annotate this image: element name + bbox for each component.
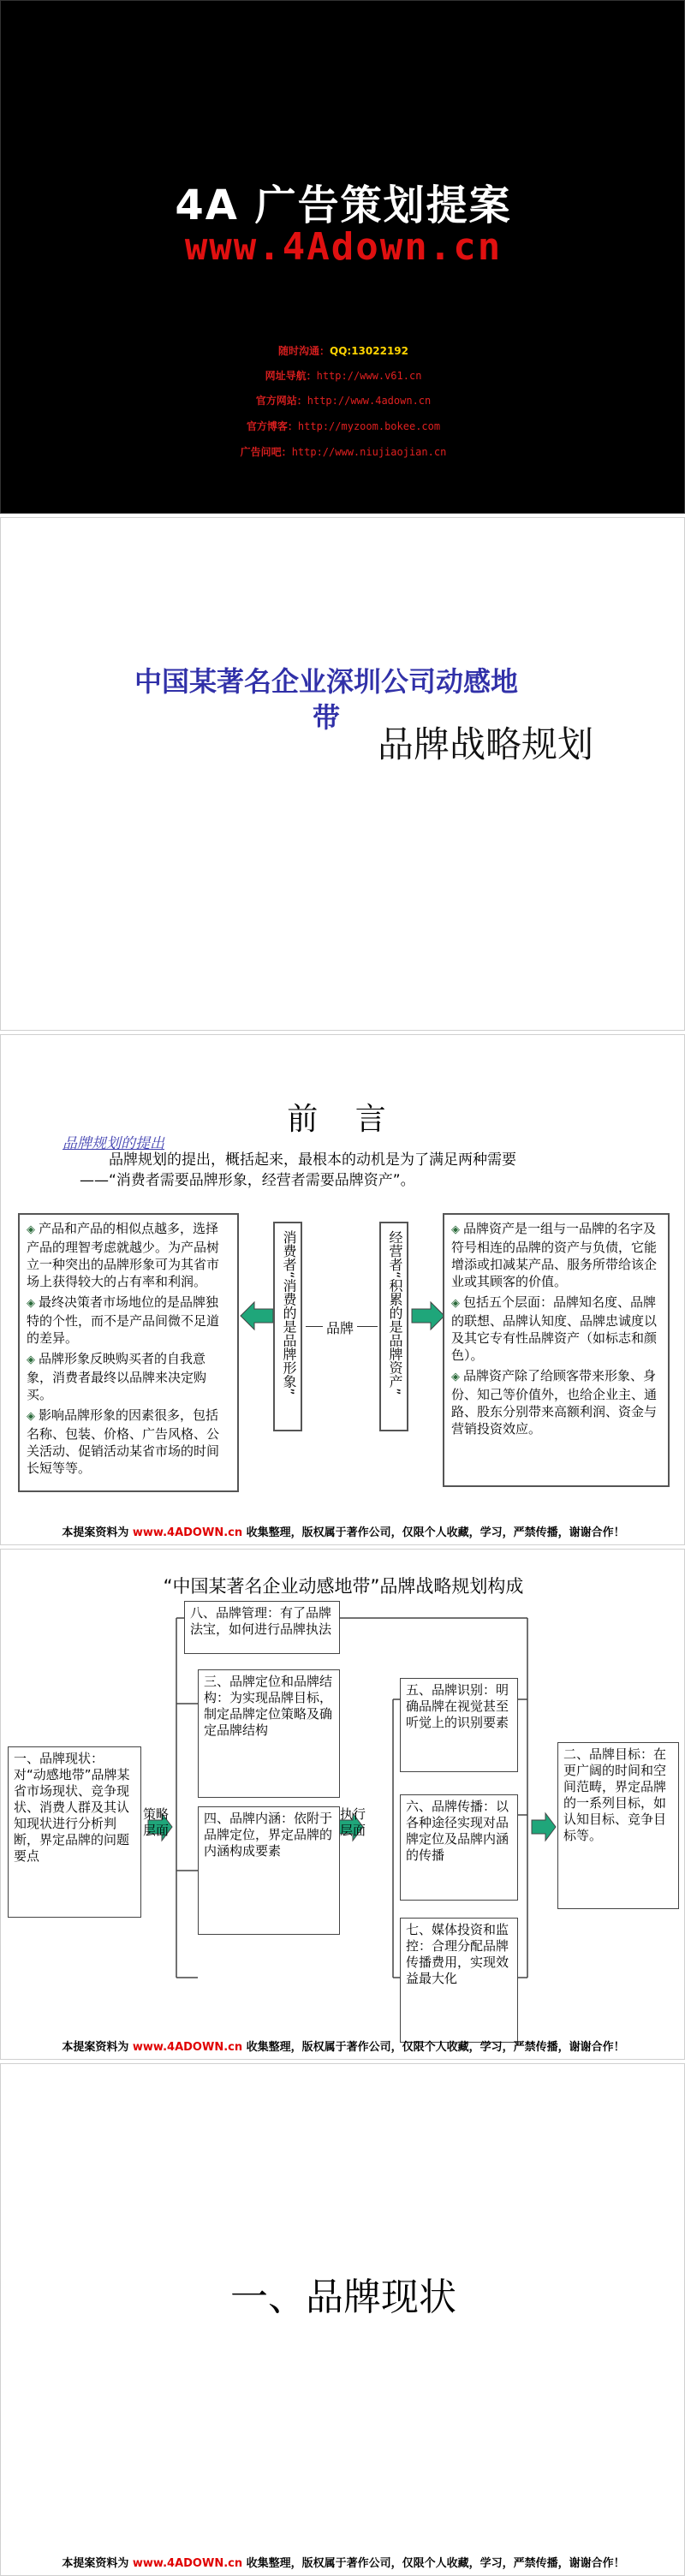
box-brand-goals: 二、品牌目标：在更广阔的时间和空间范畴，界定品牌的一系列目标，如认知目标、竞争目标等。 — [557, 1742, 679, 1909]
divider — [357, 1326, 378, 1327]
bullet-icon: ◈ — [27, 1353, 35, 1366]
info-site: 官方网站：http://www.4adown.cn — [255, 395, 432, 407]
title-line-2: 带 — [312, 701, 340, 734]
structure-title: “中国某著名企业动感地带”品牌战略规划构成 — [163, 1576, 524, 1597]
bullet-icon: ◈ — [451, 1223, 460, 1236]
footer-link[interactable]: www.4ADOWN.cn — [132, 2041, 243, 2054]
copyright-footer: 本提案资料为 www.4ADOWN.cn 收集整理，版权属于著作公司，仅限个人收藏，学习，严禁传播，谢谢合作！ — [62, 2041, 625, 2054]
info-nav: 网址导航：http://www.v61.cn — [265, 370, 422, 382]
preface-heading: 前 言 — [287, 1102, 400, 1137]
label-strategy: 策略层面 — [143, 1806, 170, 1838]
slide-section — [0, 2063, 685, 2576]
title-line-1: 中国某著名企业深圳公司动感地 — [134, 665, 518, 698]
slide-cover — [0, 0, 685, 514]
preface-paragraph: 品牌规划的提出，概括起来，最根本的动机是为了满足两种需要——“消费者需要品牌形象，经营者需要品牌资产”。 — [80, 1151, 516, 1189]
footer-link[interactable]: www.4ADOWN.cn — [132, 2557, 243, 2570]
arrow-right-icon — [410, 1300, 446, 1331]
section-heading: 一、品牌现状 — [230, 2276, 456, 2319]
box-positioning-structure: 三、品牌定位和品牌结构：为实现品牌目标，制定品牌定位策略及确定品牌结构 — [198, 1669, 340, 1798]
info-qq: 随时沟通：QQ:13022192 — [277, 345, 408, 357]
box-brand-identity: 五、品牌识别：明确品牌在视觉甚至听觉上的识别要素 — [400, 1678, 518, 1772]
copyright-footer: 本提案资料为 www.4ADOWN.cn 收集整理，版权属于著作公司，仅限个人收藏，学习，严禁传播，谢谢合作！ — [62, 1526, 625, 1539]
box-brand-management: 八、品牌管理：有了品牌法宝，如何进行品牌执法 — [184, 1601, 340, 1654]
bullet-icon: ◈ — [27, 1410, 35, 1423]
arrow-left-icon — [239, 1300, 275, 1331]
slide-title — [0, 517, 685, 1031]
divider — [306, 1326, 323, 1327]
consumer-item: 产品和产品的相似点越多，选择产品的理智考虑就越少。为产品树立一种突出的品牌形象可为其省市场上获得较大的占有率和利润。 — [27, 1221, 220, 1289]
operator-item: 品牌资产是一组与一品牌的名字及符号相连的品牌的资产与负债，它能增添或扣减某产品、服务所带给该企业或其顾客的价值。 — [451, 1221, 658, 1289]
footer-link[interactable]: www.4ADOWN.cn — [132, 1526, 243, 1539]
cover-title: 4A 广告策划提案 — [175, 181, 512, 229]
consumer-item: 影响品牌形象的因素很多，包括名称、包装、价格、广告风格、公关活动、促销活动某省市场的时间长短等等。 — [27, 1407, 220, 1476]
bullet-icon: ◈ — [451, 1297, 460, 1310]
info-blog: 官方博客：http://myzoom.bokee.com — [246, 420, 441, 432]
label-execution: 执行层面 — [340, 1806, 366, 1838]
operator-box — [443, 1213, 670, 1487]
box-brand-communication: 六、品牌传播：以各种途径实现对品牌定位及品牌内涵的传播 — [400, 1794, 518, 1901]
slide-structure — [0, 1549, 685, 2060]
operator-item: 包括五个层面：品牌知名度、品牌的联想、品牌认知度、品牌忠诚度以及其它专有性品牌资产（如标志和颜色）。 — [451, 1294, 658, 1363]
box-brand-connotation: 四、品牌内涵：依附于品牌定位，界定品牌的内涵构成要素 — [198, 1806, 340, 1935]
box-media-investment: 七、媒体投资和监控：合理分配品牌传播费用，实现效益最大化 — [400, 1918, 518, 2043]
title-subtitle: 品牌战略规划 — [378, 723, 594, 765]
operator-vertical-label: 经营者“积累的是品牌资产” — [379, 1222, 408, 1431]
consumer-box — [18, 1213, 239, 1492]
bullet-icon: ◈ — [27, 1223, 35, 1236]
cover-url: www.4Adown.cn — [184, 225, 503, 269]
info-ask: 广告问吧：http://www.niujiaojian.cn — [240, 446, 447, 458]
preface-sub: 品牌规划的提出 — [63, 1135, 164, 1152]
bullet-icon: ◈ — [27, 1297, 35, 1310]
slide-preface — [0, 1034, 685, 1545]
brand-center-label: 品牌 — [326, 1320, 354, 1336]
bullet-icon: ◈ — [451, 1371, 460, 1383]
consumer-item: 品牌形象反映购买者的自我意象，消费者最终以品牌来决定购买。 — [27, 1351, 207, 1402]
box-brand-status: 一、品牌现状：对“动感地带”品牌某省市场现状、竞争现状、消费人群及其认知现状进行分析判断，界定品牌的问题要点 — [8, 1746, 141, 1918]
copyright-footer: 本提案资料为 www.4ADOWN.cn 收集整理，版权属于著作公司，仅限个人收藏，学习，严禁传播，谢谢合作！ — [62, 2557, 625, 2570]
consumer-item: 最终决策者市场地位的是品牌独特的个性，而不是产品间微不足道的差异。 — [27, 1294, 220, 1346]
consumer-vertical-label: 消费者“消费的是品牌形象” — [273, 1222, 302, 1431]
operator-item: 品牌资产除了给顾客带来形象、身份、知己等价值外，也给企业主、通路、股东分别带来高额利润、资金与营销投资效应。 — [451, 1368, 658, 1437]
